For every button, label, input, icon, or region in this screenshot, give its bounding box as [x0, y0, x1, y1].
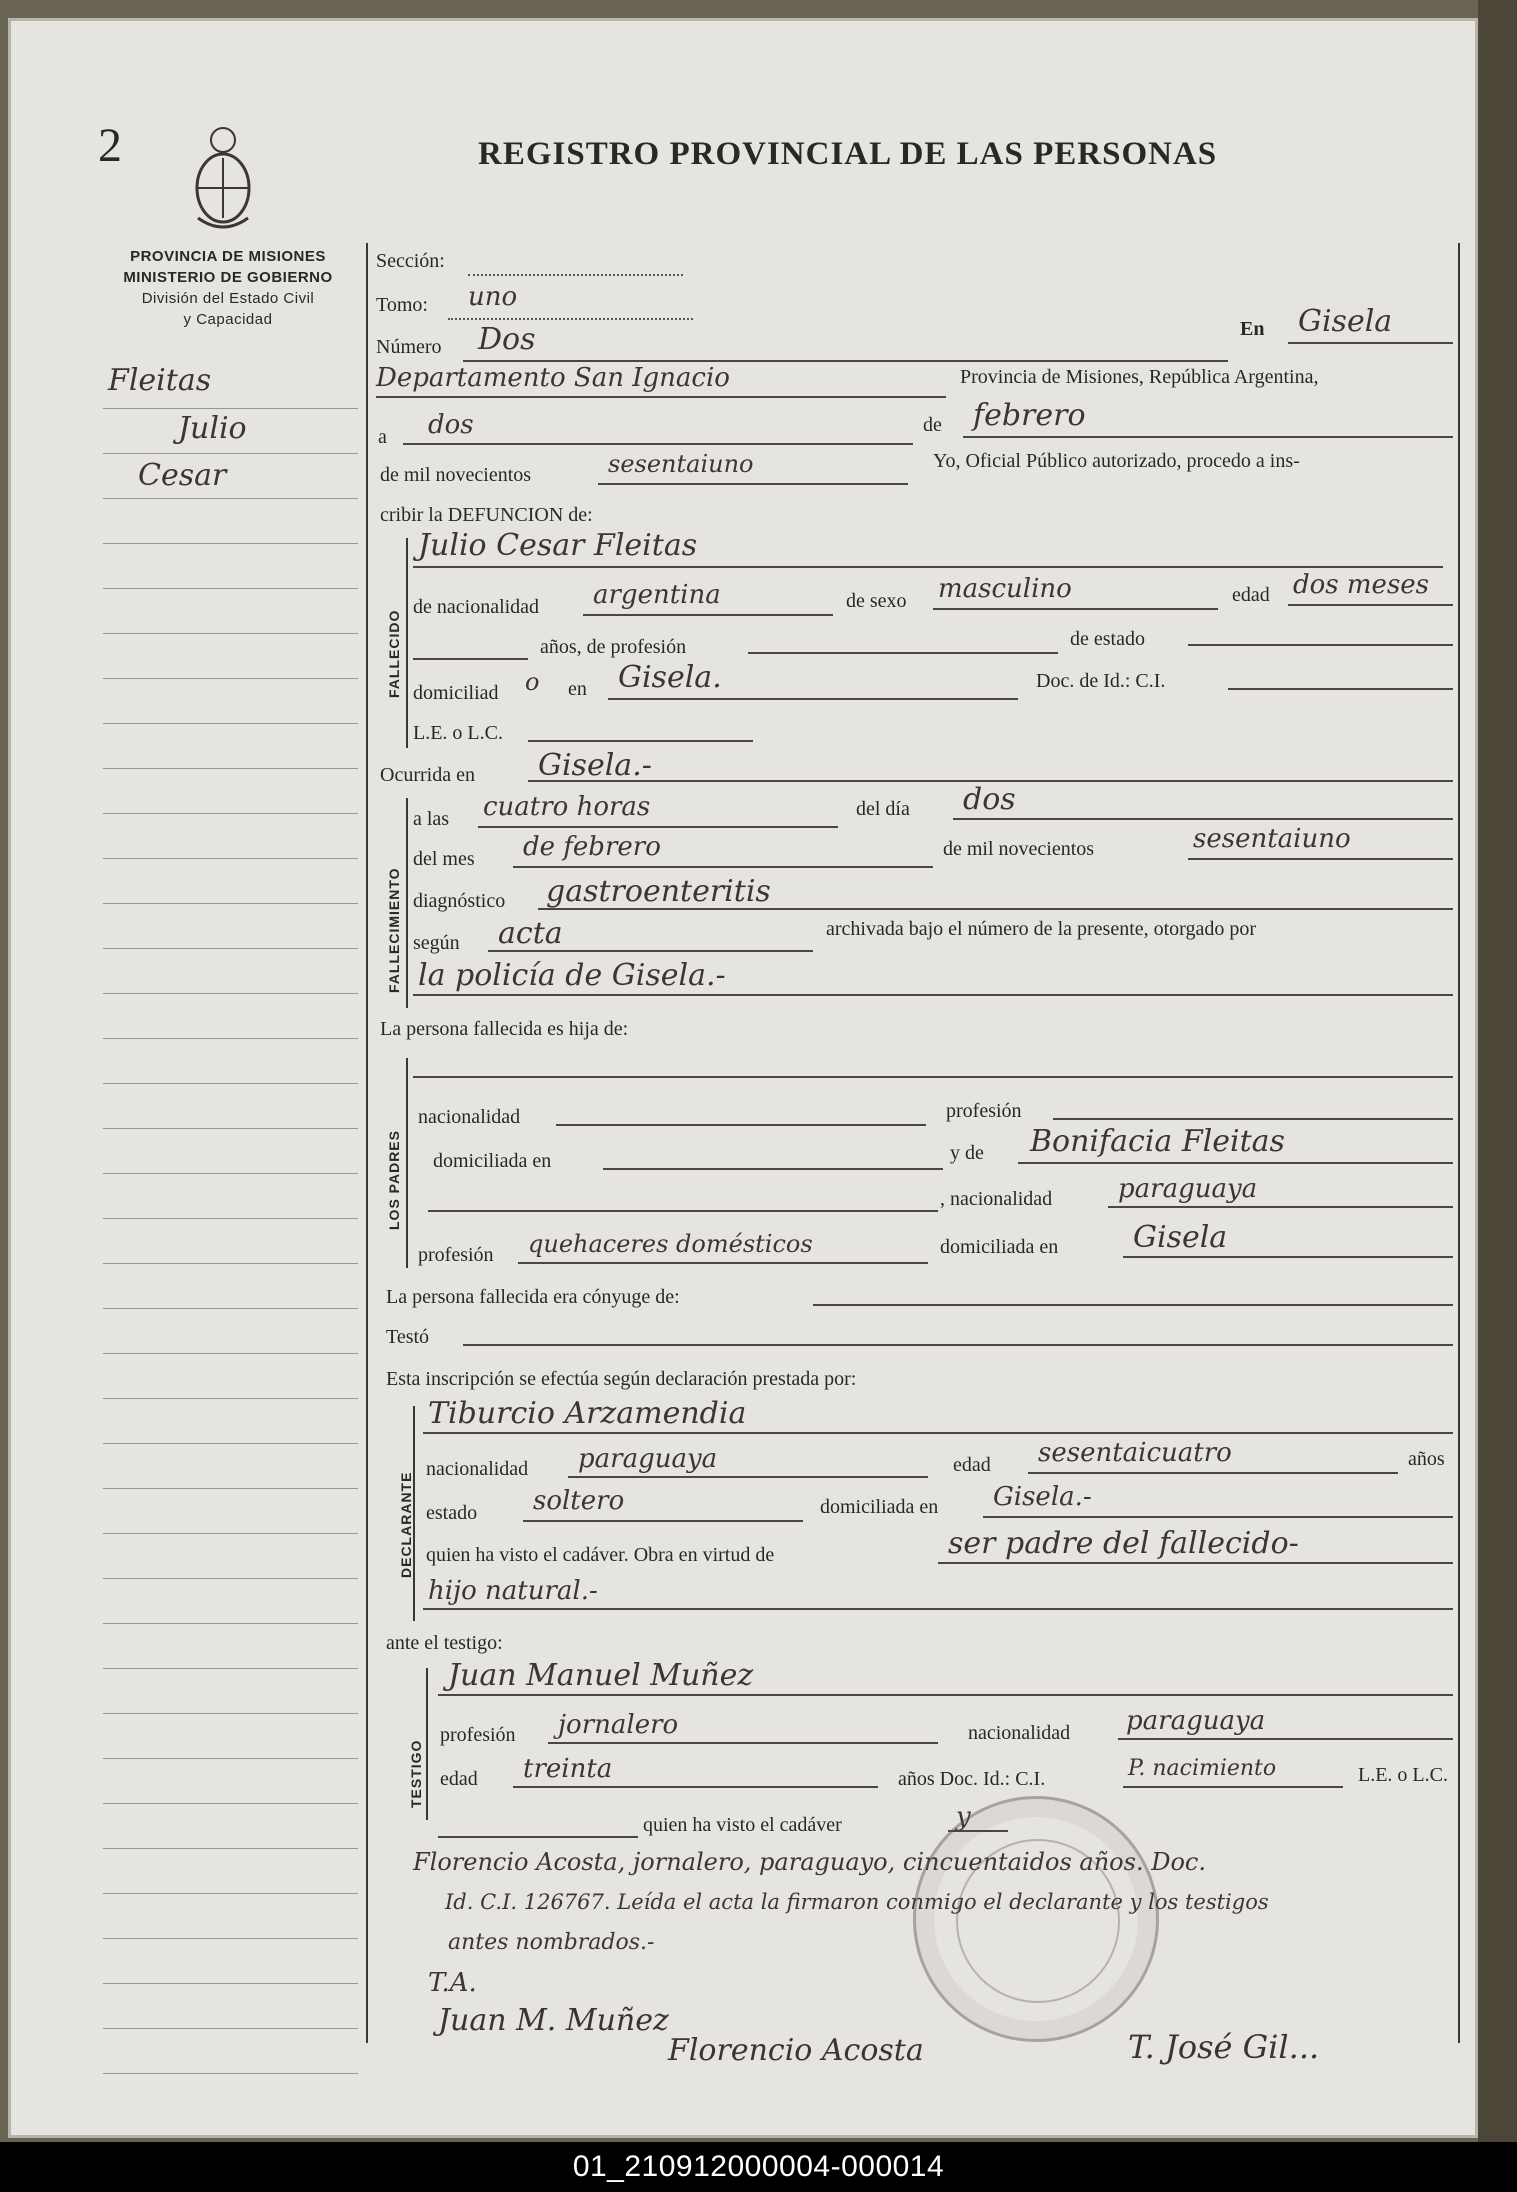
remarks-line-3: antes nombrados.- [448, 1930, 655, 1955]
section-fallecido: FALLECIDO [386, 609, 402, 698]
remarks-line-2: Id. C.I. 126767. Leída el acta la firmaron conmigo el declarante y los testigos [445, 1890, 1269, 1914]
testo-label: Testó [386, 1326, 430, 1348]
declarante-nacionalidad-value: paraguaya [578, 1444, 718, 1474]
declarante-domicilio-label: domiciliada en [820, 1496, 939, 1518]
tomo-label: Tomo: [376, 294, 428, 316]
image-identifier: 01_210912000004-000014 [0, 2142, 1517, 2192]
section-testigo: TESTIGO [408, 1739, 424, 1808]
inscripcion-label: Esta inscripción se efectúa según declaración prestada por: [386, 1368, 857, 1390]
declarante-nacionalidad-label: nacionalidad [426, 1458, 529, 1480]
hora-value: cuatro horas [483, 792, 651, 822]
del-dia-label: del día [856, 798, 910, 820]
office-line-1: PROVINCIA DE MISIONES [130, 248, 326, 265]
yo-label: Yo, Oficial Público autorizado, procedo a ins- [933, 450, 1300, 472]
mes-value: febrero [973, 398, 1086, 433]
obra-value: ser padre del fallecido- [948, 1526, 1299, 1561]
quien2-value: y [956, 1802, 971, 1832]
madre-nacionalidad-value: paraguaya [1118, 1174, 1258, 1204]
page-number: 2 [98, 119, 122, 172]
en-label-2: en [568, 678, 587, 700]
del-dia-value: dos [963, 782, 1016, 817]
segun-label: según [413, 932, 460, 954]
padre-profesion-label: profesión [946, 1100, 1022, 1122]
domiciliado-label: domiciliad [413, 682, 499, 704]
padre-domicilio-label: domiciliada en [433, 1150, 552, 1172]
declarante-edad-label: edad [953, 1454, 991, 1476]
de-estado-label: de estado [1070, 628, 1145, 650]
margin-surname: Fleitas [108, 363, 212, 398]
nacionalidad-label: de nacionalidad [413, 596, 540, 618]
declarante-value: Tiburcio Arzamendia [428, 1396, 747, 1431]
de-mil-label-2: de mil novecientos [943, 838, 1095, 860]
declarante-domicilio-value: Gisela.- [993, 1482, 1092, 1512]
domicilio-value: Gisela. [618, 660, 722, 695]
del-mes-value: de febrero [523, 832, 661, 862]
signature-testigo: Juan M. Muñez [438, 2003, 669, 2038]
testigo-doc-value: P. nacimiento [1128, 1756, 1277, 1781]
a-label: a [378, 426, 387, 448]
testigo-profesion-value: jornalero [558, 1710, 679, 1740]
diagnostico-value: gastroenteritis [546, 874, 771, 909]
ocurrida-value: Gisela.- [538, 748, 652, 783]
ante-label: ante el testigo: [386, 1632, 503, 1654]
declarante-estado-value: soltero [533, 1486, 625, 1516]
nacionalidad-value: argentina [593, 580, 721, 610]
testigo-value: Juan Manuel Muñez [448, 1658, 754, 1693]
cribir-label: cribir la DEFUNCION de: [380, 504, 593, 526]
domiciliado-suffix: o [525, 668, 540, 696]
section-fallecimiento: FALLECIMIENTO [386, 867, 402, 993]
obra2-value: hijo natural.- [428, 1576, 598, 1606]
numero-value: Dos [478, 322, 536, 357]
document-title: REGISTRO PROVINCIAL DE LAS PERSONAS [478, 136, 1218, 172]
de-mil-label: de mil novecientos [380, 464, 532, 486]
office-line-2: MINISTERIO DE GOBIERNO [123, 269, 333, 286]
anos-label: años [1408, 1448, 1445, 1470]
book-spine [1478, 0, 1517, 2150]
le-o-lc-label: L.E. o L.C. [1358, 1764, 1448, 1786]
anos-profesion-label: años, de profesión [540, 636, 687, 658]
office-line-3: División del Estado Civil [141, 290, 315, 307]
madre-profesion-label: profesión [418, 1244, 494, 1266]
signature-oficial: T. José Gil... [1128, 2028, 1320, 2066]
signature-acosta: Florencio Acosta [668, 2033, 924, 2068]
testigo-nacionalidad-label: nacionalidad [968, 1722, 1071, 1744]
madre-profesion-value: quehaceres domésticos [528, 1230, 813, 1258]
anos-doc-label: años Doc. Id.: C.I. [898, 1768, 1046, 1790]
diagnostico-label: diagnóstico [413, 890, 506, 912]
de-label: de [923, 414, 942, 436]
register-page [8, 18, 1478, 2138]
coat-of-arms-icon [188, 118, 258, 238]
margin-second-name: Cesar [138, 458, 227, 493]
testigo-edad-label: edad [440, 1768, 478, 1790]
archivada-label: archivada bajo el número de la presente, otorgado por [826, 918, 1257, 940]
section-declarante: DECLARANTE [398, 1471, 414, 1578]
departamento-value: Departamento San Ignacio [376, 363, 730, 393]
anio2-value: sesentaiuno [1193, 824, 1351, 854]
sexo-value: masculino [938, 574, 1072, 604]
madre-domicilio-label: domiciliada en [940, 1236, 1059, 1258]
testigo-nacionalidad-value: paraguaya [1126, 1706, 1266, 1736]
declarante-estado-label: estado [426, 1502, 478, 1524]
en-value: Gisela [1298, 304, 1393, 339]
remarks-line-1: Florencio Acosta, jornalero, paraguayo, cincuentaidos años. Doc. [413, 1848, 1206, 1876]
edad-value: dos meses [1293, 570, 1430, 600]
section-padres: LOS PADRES [386, 1130, 402, 1230]
anio-value: sesentaiuno [608, 450, 754, 478]
madre-nacionalidad-label: , nacionalidad [940, 1188, 1053, 1210]
quien-label: quien ha visto el cadáver. Obra en virtud de [426, 1544, 775, 1566]
declarante-edad-value: sesentaicuatro [1038, 1438, 1232, 1468]
office-line-4: y Capacidad [183, 311, 273, 328]
sexo-label: de sexo [846, 590, 907, 612]
dia-value: dos [428, 410, 474, 440]
madre-value: Bonifacia Fleitas [1030, 1124, 1285, 1159]
y-de-label: y de [950, 1142, 984, 1164]
hija-label: La persona fallecida es hija de: [380, 1018, 629, 1040]
segun-value: acta [498, 916, 563, 951]
quien2-label: quien ha visto el cadáver [643, 1814, 842, 1836]
madre-domicilio-value: Gisela [1133, 1220, 1228, 1255]
le-lc-label: L.E. o L.C. [413, 722, 503, 744]
del-mes-label: del mes [413, 848, 475, 870]
testigo-profesion-label: profesión [440, 1724, 516, 1746]
ta-mark: T.A. [428, 1968, 477, 1998]
margin-first-name: Julio [178, 411, 247, 446]
seccion-label: Sección: [376, 250, 445, 272]
provincia-label: Provincia de Misiones, República Argentina, [960, 366, 1319, 388]
nombre-value: Julio Cesar Fleitas [418, 528, 698, 563]
padre-nacionalidad-label: nacionalidad [418, 1106, 521, 1128]
official-stamp [913, 1796, 1159, 2042]
testigo-edad-value: treinta [523, 1754, 613, 1784]
en-label: En [1240, 318, 1265, 340]
numero-label: Número [376, 336, 442, 358]
conyuge-label: La persona fallecida era cónyuge de: [386, 1286, 680, 1308]
otorgado-value: la policía de Gisela.- [418, 958, 726, 993]
a-las-label: a las [413, 808, 450, 830]
issuing-office [78, 246, 378, 330]
ocurrida-label: Ocurrida en [380, 764, 475, 786]
tomo-value: uno [468, 282, 518, 312]
edad-label: edad [1232, 584, 1270, 606]
doc-label: Doc. de Id.: C.I. [1036, 670, 1166, 692]
